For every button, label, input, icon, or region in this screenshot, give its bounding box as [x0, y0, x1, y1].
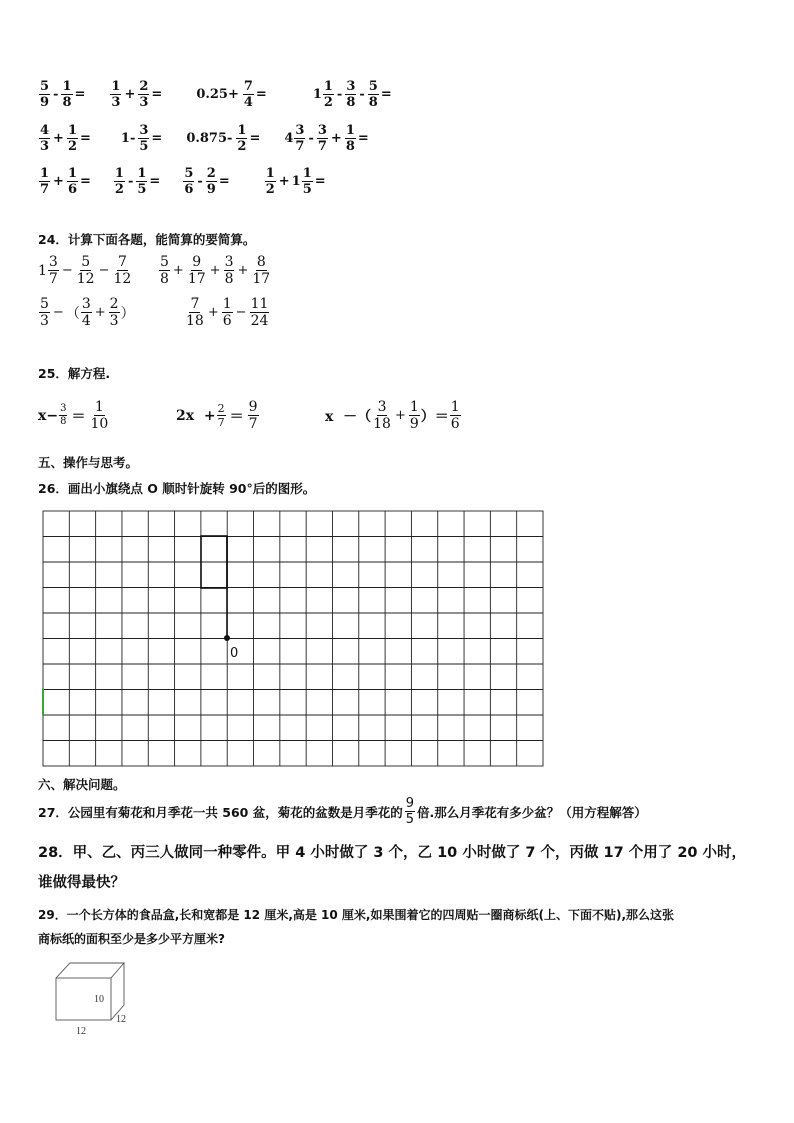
grid-lines	[43, 511, 543, 766]
q28	[38, 838, 778, 898]
fraction: $\frac{1}{8}$	[62, 79, 72, 110]
point-o-label: 0	[230, 646, 239, 661]
oral-r2-e1: $\frac{4}{3}$ + $\frac{1}{2}$ =	[40, 123, 91, 154]
q24-expr-2: $\frac{5}{8}$ + $\frac{9}{17}$ + $\frac{3}{8}$ + $\frac{8}{17}$	[160, 254, 271, 287]
q24-title: 24．计算下面各题，能简算的要简算。	[38, 232, 256, 247]
oral-r1-e2: $\frac{1}{3}$ + $\frac{2}{3}$ =	[111, 79, 163, 110]
q29	[38, 903, 778, 951]
section-6-heading: 六、解决问题。	[38, 777, 126, 792]
q28-line-1: 28．甲、乙、丙三人做同一种零件。甲 4 小时做了 3 个，乙 10 小时做了 7 个，丙做 17 个用了 20 小时，	[38, 845, 747, 861]
fraction: $\frac{5}{9}$	[40, 79, 50, 110]
q28-line-2: 谁做得最快？	[38, 875, 125, 891]
q25-eq-1: x− $\frac{3}{8}$ ＝ $\frac{1}{10}$	[38, 399, 109, 432]
q24-expr-3: $\frac{5}{3}$ − （ $\frac{3}{4}$ + $\frac{2}{3}$ ）	[40, 296, 135, 329]
oral-r2-e3: 0.875- $\frac{1}{2}$ =	[186, 123, 261, 154]
box-side-face	[111, 963, 124, 1020]
oral-r1-e3: 0.25+ $\frac{7}{4}$ =	[196, 79, 267, 110]
oral-row-3	[38, 167, 326, 196]
box-figure	[52, 958, 134, 1040]
q29-line-2: 商标纸的面积至少是多少平方厘米?	[38, 932, 225, 946]
box-top-face	[56, 963, 124, 978]
q26-title: 26．画出小旗绕点 O 顺时针旋转 90°后的图形。	[38, 481, 316, 496]
oral-r3-e4: $\frac{1}{2}$ + 1 $\frac{1}{5}$ =	[265, 166, 326, 197]
rotation-grid	[40, 508, 546, 768]
q27: 27．公园里有菊花和月季花一共 560 盆，菊花的盆数是月季花的 $\frac{9}{5}$ 倍.那么月季花有多少盆？（用方程解答）	[38, 796, 647, 827]
box-width-label: 12	[116, 1014, 126, 1025]
oral-r3-e1: $\frac{1}{7}$ + $\frac{1}{6}$ =	[40, 166, 91, 197]
oral-r2-e4: 4 $\frac{3}{7}$ - $\frac{3}{7}$ + $\frac{1}{8}$ =	[284, 123, 369, 154]
q24-expr-1: 1 $\frac{3}{7}$ − $\frac{5}{12}$ − $\frac{7}{12}$	[38, 254, 132, 287]
q25-title: 25．解方程.	[38, 366, 111, 381]
point-o	[224, 635, 230, 641]
q24-expr-4: $\frac{7}{18}$ + $\frac{1}{6}$ − $\frac{11}{24}$	[186, 296, 269, 329]
oral-r2-e2: 1- $\frac{3}{5}$ =	[120, 123, 163, 154]
section-5-heading: 五、操作与思考。	[38, 455, 139, 470]
oral-r1-e4: 1 $\frac{1}{2}$ - $\frac{3}{8}$ - $\frac{5}{8}$ =	[312, 79, 392, 110]
box-length-label: 12	[76, 1026, 86, 1037]
q29-line-1: 29．一个长方体的食品盒,长和宽都是 12 厘米,高是 10 厘米,如果围着它的四周贴一圈商标纸(上、下面不贴),那么这张	[38, 908, 675, 922]
oral-r1-e1: $\frac{5}{9}$ - $\frac{1}{8}$ =	[40, 79, 86, 110]
q25-eq-3: x －（ $\frac{3}{18}$ + $\frac{1}{9}$ ）＝ $\frac{1}{6}$	[325, 399, 460, 432]
oral-r3-e3: $\frac{5}{6}$ - $\frac{2}{9}$ =	[184, 166, 230, 197]
flag-shape	[201, 536, 227, 638]
box-height-label: 10	[94, 994, 104, 1005]
oral-r3-e2: $\frac{1}{2}$ - $\frac{1}{5}$ =	[114, 166, 161, 197]
oral-row-1	[38, 80, 392, 109]
q25-eq-2: 2x + $\frac{2}{7}$ ＝ $\frac{9}{7}$	[176, 399, 258, 432]
oral-row-2	[38, 124, 369, 153]
